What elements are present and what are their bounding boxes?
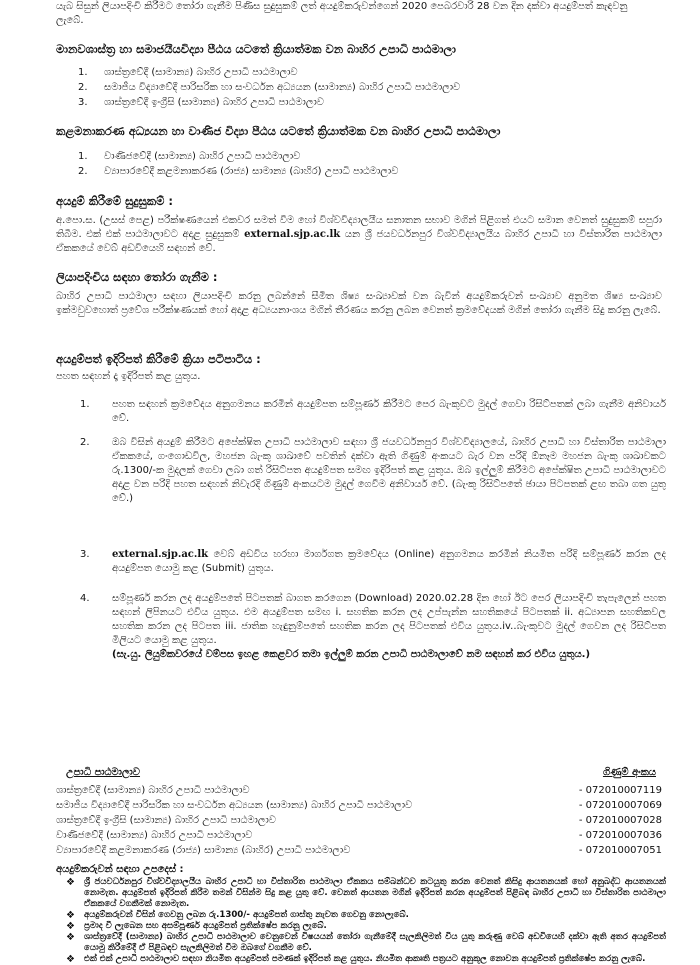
procedure-step-3 — [80, 548, 666, 576]
step-text-part: යුතුය. — [244, 563, 274, 574]
course-name: ව්‍යාපාරවේදී කළමනාකරණ (රාජ්‍ය) සාමාන්‍ය (බාහිර) උපාධි පාඨමාලාව — [56, 845, 351, 856]
selection-heading: ලියාපදිංචිය සඳහා තෝරා ගැනීම : — [56, 270, 218, 284]
procedure-step-4 — [80, 592, 666, 662]
account-number: - 072010007069 — [578, 800, 662, 811]
step-number: 3. — [80, 549, 90, 560]
bullet-icon: ❖ — [66, 910, 75, 921]
eligibility-text-b: යන ශ්‍රී ජයවර්ධනපුර විශ්වවිද්‍යාලයීය බාහිර උපාධි හා විස්තාරිත පාඨමාලා ඒකකයේ වෙබ් අඩවියෙහි සඳහන් වේ. — [56, 229, 662, 254]
section2-heading: කළමනාකරණ අධ්‍යයන හා වාණිජ විද්‍යා පීඨය යටතේ ක්‍රියාත්මක වන බාහිර උපාධි පාඨමාලා — [56, 124, 501, 138]
course-name: වාණිජවේදී (සාමාන්‍ය) බාහිර උපාධි පාඨමාලාව — [56, 830, 253, 841]
table-row — [56, 844, 664, 859]
step-text-part: අනුගමනය කරමින් නියමිත පරිදි සම්පූර්ණ කරන ලද අයදුම්පත යොමු කළ — [112, 549, 666, 574]
section2-list — [78, 150, 398, 180]
step-text — [112, 548, 666, 576]
step-text-part: (Online) — [394, 549, 435, 560]
step-number: 4. — [80, 593, 90, 604]
account-number: - 072010007036 — [578, 830, 662, 841]
instruction-item — [66, 954, 666, 965]
instruction-item — [66, 877, 666, 910]
account-number: - 072010007051 — [578, 845, 662, 856]
instruction-text: අයදුම්කරුවන් විසින් ගෙවනු ලබන රු.1300/- අයදුම්පත් ගාස්තු නැවත ගෙවනු නොලැබේ. — [84, 910, 409, 920]
table-row — [56, 814, 664, 829]
step-text-part: (Submit) — [201, 563, 245, 574]
bullet-icon: ❖ — [66, 877, 75, 888]
bullet-icon: ❖ — [66, 932, 75, 943]
step-note: (සැ.යු. ලියුම්කවරයේ වම්පස ඉහළ කෙළවර තමා ඉල්ලුම් කරන උපාධි පාඨමාලාවේ නම සඳහන් කර එවිය යුතුය.) — [112, 649, 591, 660]
selection-text: බාහිර උපාධි පාඨමාලා සඳහා ලියාපදිංචි කරනු ලබන්නේ සීමිත ශිෂ්‍ය සංඛ්‍යාවක් වන බැවින් අයදුම්කරුවන් සංඛ්‍යාව අනුමත ශිෂ්‍ය සංඛ්‍යාව ඉක්මවුවහොත් ප්‍රවේශ පරීක්ෂණයක් හෝ අදාළ අධ්‍යයනාංශය මගින් තීරණය කරනු ලබන වෙනත් ක්‍රමවේදයක් මගින් තෝරා ගැනීම සිදු කරනු ලැබේ. — [56, 291, 662, 316]
step-text-part: සම්පූර්ණ කරන ලද අයදුම්පතේ පිටපතක් බාගත කරගෙන — [112, 593, 355, 604]
step-number: 2. — [80, 437, 90, 448]
table-row — [56, 799, 664, 814]
step-text: පහත සඳහන් ක්‍රමවේදය අනුගමනය කරමින් අයදුම්පත සම්පූර්ණ කිරීමට පෙර බැංකුවට මුදල් ගෙවා රිසිට්පතක් ලබා ගැනීම අනිවාර්ය වේ. — [112, 399, 666, 424]
section1-list — [78, 66, 460, 111]
item-text: ශාස්ත්‍රවේදී (සාමාන්‍ය) බාහිර උපාධි පාඨමාලාව — [104, 67, 298, 78]
item-text: සමාජීය විද්‍යාවේදී පාරිසරික හා සංවර්ධන අධ්‍යයන (සාමාන්‍ය) බාහිර උපාධි පාඨමාලාව — [104, 82, 461, 93]
course-name: සමාජීය විද්‍යාවේදී පාරිසරික හා සංවර්ධන අධ්‍යයන (සාමාන්‍ය) බාහිර උපාධි පාඨමාලාව — [56, 800, 413, 811]
instruction-text: එක් එක් උපාධි පාඨමාලාව සඳහා නියමිත අයදුම්පත් පමණක් ඉදිරිපත් කළ යුතුය. නියමිත ආකෘති පත්‍රයට අනුකූල නොවන අයදුම්පත් ප්‍රතික්ෂේප කරනු ලැබේ. — [84, 954, 646, 964]
item-text: ශාස්ත්‍රවේදී ඉංග්‍රීසි (සාමාන්‍ය) බාහිර උපාධි පාඨමාලාව — [104, 97, 324, 108]
eligibility-text — [56, 214, 662, 256]
table-header — [56, 766, 664, 784]
column-header-course: උපාධි පාඨමාලාව — [66, 767, 141, 778]
item-text: වාණිජවේදී (සාමාන්‍ය) බාහිර උපාධි පාඨමාලාව — [104, 151, 301, 162]
instructions-heading: අයදුම්කරුවන් සඳහා උපදෙස් : — [56, 864, 184, 875]
bullet-icon: ❖ — [66, 921, 75, 932]
eligibility-heading: අයදුම් කිරීමේ සුදුසුකම් : — [56, 194, 173, 208]
account-table — [56, 766, 664, 859]
instruction-item — [66, 921, 666, 932]
list-item — [78, 66, 460, 81]
intro-line: යැබ සිසුන් ලියාපදිංචි කිරීමට තෝරා ගැනීම පිණිස සුදුසුකම් ලත් අයදුම්කරුවන්ගෙන් 2020 පෙබරවාරි 28 වන දින දක්වා අයදුම්පත් කැඳවනු ලැබේ. — [56, 1, 628, 26]
item-number: 1. — [78, 151, 88, 162]
list-item — [78, 165, 398, 180]
instruction-text: ශ්‍රී ජයවර්ධනපුර විශ්වවිද්‍යාලයීය බාහිර උපාධි හා විස්තාරිත පාඨමාලා ඒකකය සම්බන්ධව කටයුතු කරන වෙනත් කිසිදු ආයතනයක් හෝ අනුබද්ධ ආයතනයක් නොමැත. අයදුම්පත් ඉදිරිපත් කිරීම තමන් විසින්ම සිදු කළ යුතු වේ. වෙනත් ආයතන මගින් ඉදිරිපත් කරන අයදුම්පත් පිළිබඳ බාහිර උපාධි හා විස්තාරිත පාඨමාලා ඒකකයේ වගකීමක් නොමැත. — [84, 877, 666, 909]
step-text: ඔබ විසින් අයදුම් කිරීමට අපේක්ෂිත උපාධි පාඨමාලාව සඳහා ශ්‍රී ජයවර්ධනපුර විශ්වවිද්‍යාලයේ, බාහිර උපාධි හා විස්තාරිත පාඨමාලා ඒකකයේ, ගංගොඩවිල, මහජන බැංකු ශාඛාවේ පවතින් දක්වා ඇති ගිණුම් අංකයට බැර වන පරිදි ඕනෑම මහජන බැංකු ශාඛාවකට රු.1300/-ක මුදලක් ගෙවා ලබා ගත් රිසිට්පත අයදුම්පත සමඟ ඉදිරිපත් කළ යුතුය. ඔබ ඉල්ලුම් කිරීමට අපේක්ෂිත උපාධි පාඨමාලාවට අදාළ වන පරිදි පහත සඳහන් නිවැරදි ගිණුම් අංකයටම මුදල් ගෙවීම අනිවාර්ය වේ. (බැංකු රිසිට්පතේ ඡායා පිටපතක් ළඟ තබා ගත යුතු වේ.) — [112, 437, 666, 504]
section1-heading: මානවශාස්ත්‍ර හා සමාජයීයවිද්‍යා පීඨය යටතේ ක්‍රියාත්මක වන බාහිර උපාධි පාඨමාලා — [56, 42, 456, 56]
item-number: 1. — [78, 67, 88, 78]
course-name: ශාස්ත්‍රවේදී (සාමාන්‍ය) බාහිර උපාධි පාඨමාලාව — [56, 785, 250, 796]
item-number: 2. — [78, 166, 88, 177]
item-number: 2. — [78, 82, 88, 93]
procedure-step-2 — [80, 436, 666, 506]
procedure-heading: අයදුම්පත් ඉදිරිපත් කිරීමේ ක්‍රියා පටිපාටිය : — [56, 352, 261, 366]
account-number: - 072010007028 — [578, 815, 662, 826]
list-item — [78, 96, 460, 111]
instruction-text: ප්‍රමාද වී ලැබෙන සහ අසම්පූර්ණ අයදුම්පත් ප්‍රතික්ෂේප කරනු ලැබේ. — [84, 921, 327, 931]
list-item — [78, 150, 398, 165]
eligibility-text-a: අ.පො.ස. (උසස් පෙළ) පරීක්ෂණයෙන් එකවර සමත් වීම හෝ විශ්වවිද්‍යාලයීය සනාතන සභාව මගින් පිළිගත් එයට සමාන වෙනත් සුදුසුකම් සපුරා තිබීම. එක් එක් පාඨමාලාවට අදාළ සුදුසුකම් — [56, 215, 662, 240]
procedure-subtitle: පහත සඳහන් දෑ ඉදිරිපත් කළ යුතුය. — [56, 371, 201, 382]
instructions-section — [56, 863, 666, 965]
step-text-part: වෙබ් අඩවිය හරහා මාර්ගගත ක්‍රමවේදය — [208, 549, 395, 560]
account-number: - 072010007119 — [578, 785, 662, 796]
step-number: 1. — [80, 399, 90, 410]
column-header-account: ගිණුම් අංකය — [602, 767, 656, 778]
step-text — [112, 592, 666, 662]
instruction-item — [66, 932, 666, 954]
bullet-icon: ❖ — [66, 954, 75, 965]
step-text-part: (Download) 2020.02.28 — [354, 593, 474, 604]
item-text: ව්‍යාපාරවේදී කළමනාකරණ (රාජ්‍ය) සාමාන්‍ය (බාහිර) උපාධි පාඨමාලාව — [104, 166, 399, 177]
item-number: 3. — [78, 97, 88, 108]
website-link[interactable]: external.sjp.ac.lk — [244, 229, 341, 240]
instruction-text: ශාස්ත්‍රවේදී (සාමාන්‍ය) බාහිර උපාධි පාඨමාලාව වෙනුවෙන් විෂයයන් තෝරා ගැනීමේදී සැලකිලිමත් විය යුතු කරුණු වෙබ් අඩවියෙහි දක්වා ඇති අතර අයදුම්පත් යොමු කිරීමේදී ඒ පිළිබඳව සැලකිලිමත් වීම ඔබගේ වගකීම වේ. — [84, 932, 666, 953]
instruction-item — [66, 910, 666, 921]
course-name: ශාස්ත්‍රවේදී ඉංග්‍රීසි (සාමාන්‍ය) බාහිර උපාධි පාඨමාලාව — [56, 815, 276, 826]
table-row — [56, 829, 664, 844]
list-item — [78, 81, 460, 96]
procedure-step-1 — [80, 398, 666, 426]
step-text-part: දින හෝ ඊට පෙර ලියාපදිංචි තැපැලෙන් පහත සඳහන් ලිපිනයට එවිය යුතුය. එම අයදුම්පත සමඟ i. සහතික කරන ලද උප්පැන්න සහතිකයේ පිටපතක් ii. අධ්‍යාපන සහතිකවල සහතික කරන ලද පිටපත iii. ජාතික හැඳුනුම්පතේ සහතික කරන ලද පිටපතක් එවිය යුතුය.iv..බැංකුවට මුදල් ගෙවන ලද රිසිට්පත මිලියට යොමු කළ යුතුය. — [112, 593, 666, 646]
website-link[interactable]: external.sjp.ac.lk — [112, 549, 209, 560]
table-row — [56, 784, 664, 799]
